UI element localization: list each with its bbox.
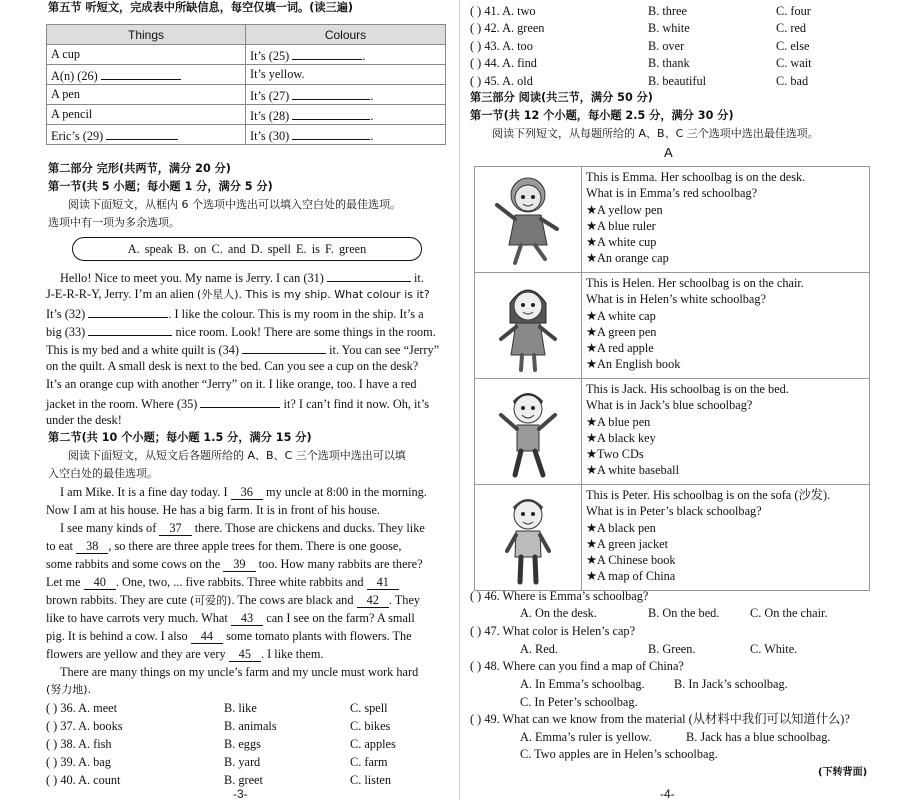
mcq-item[interactable]: ( ) 39. A. bag B. yard C. farm	[46, 755, 388, 769]
helen-girl-illustration	[475, 273, 581, 374]
cell-colour: It’s (30) .	[246, 125, 446, 145]
table-row	[47, 45, 446, 65]
kid-text-cell: This is Peter. His schoolbag is on the sofa (沙发). What is in Peter’s black schoolbag? ★A black pen ★A green jacket ★A Chinese book ★A map of China	[582, 485, 870, 591]
question-48[interactable]: ( ) 48. Where can you find a map of China?	[470, 659, 684, 673]
question-49[interactable]: ( ) 49. What can we know from the material (从材料中我们可以知道什么)?	[470, 712, 850, 726]
q47-options: A. Red. B. Green. C. White.	[520, 642, 798, 656]
section1-instruction-cont: 选项中有一项为多余选项。	[48, 216, 180, 229]
blank-42[interactable]: 42	[357, 593, 389, 608]
section1-instruction: 阅读下面短文，从框内 6 个选项中选出可以填入空白处的最佳选项。	[68, 198, 401, 211]
column-divider	[459, 0, 460, 800]
reading-row-helen	[475, 273, 870, 379]
blank-25[interactable]	[292, 46, 362, 60]
cell-colour: It’s (28) .	[246, 105, 446, 125]
section5-title: 第五节 听短文，完成表中所缺信息，每空仅填一词。(读三遍)	[48, 1, 353, 14]
q46-options: A. On the desk. B. On the bed. C. On the chair.	[520, 606, 828, 620]
section2-instruction-cont: 入空白处的最佳选项。	[48, 467, 158, 480]
cell-thing: A pencil	[47, 105, 246, 125]
kid-picture-cell	[475, 167, 582, 273]
mcq-item[interactable]: ( ) 38. A. fish B. eggs C. apples	[46, 737, 396, 751]
cell-colour: It’s (27) .	[246, 85, 446, 105]
cell-thing: A pen	[47, 85, 246, 105]
passage-label: A	[664, 145, 673, 160]
blank-36[interactable]: 36	[231, 485, 263, 500]
section2-instruction: 阅读下面短文，从短文后各题所给的 A、B、C 三个选项中选出可以填	[68, 449, 406, 462]
jack-boy-illustration	[475, 379, 581, 480]
q49-option-c: C. Two apples are in Helen’s schoolbag.	[520, 747, 718, 761]
cell-colour: It’s (25) .	[246, 45, 446, 65]
blank-43[interactable]: 43	[231, 611, 263, 626]
mcq-item[interactable]: ( ) 40. A. count B. greet C. listen	[46, 773, 391, 787]
blank-30[interactable]	[292, 126, 370, 140]
blank-44[interactable]: 44	[191, 629, 223, 644]
blank-34[interactable]	[242, 340, 326, 354]
th-things: Things	[47, 25, 246, 45]
reading-row-jack	[475, 379, 870, 485]
blank-32[interactable]	[88, 304, 168, 318]
blank-39[interactable]: 39	[223, 557, 255, 572]
part2-title: 第二部分 完形(共两节，满分 20 分)	[48, 162, 231, 175]
table-row	[47, 85, 446, 105]
q48-options: A. In Emma’s schoolbag. B. In Jack’s schoolbag.	[520, 677, 788, 691]
reading-row-peter	[475, 485, 870, 591]
blank-37[interactable]: 37	[159, 521, 191, 536]
q49-options: A. Emma’s ruler is yellow. B. Jack has a blue schoolbag.	[520, 730, 831, 744]
kid-picture-cell	[475, 379, 582, 485]
mcq-item[interactable]: ( ) 42. A. green B. white C. red	[470, 21, 807, 35]
kid-picture-cell	[475, 273, 582, 379]
mcq-item[interactable]: ( ) 36. A. meet B. like C. spell	[46, 701, 388, 715]
peter-boy-illustration	[475, 485, 581, 586]
mcq-item[interactable]: ( ) 43. A. too B. over C. else	[470, 39, 810, 53]
mcq-item[interactable]: ( ) 37. A. books B. animals C. bikes	[46, 719, 391, 733]
page-number-left: -3-	[233, 787, 248, 801]
blank-26[interactable]	[101, 66, 181, 80]
reading-table	[474, 166, 870, 591]
kid-text-cell: This is Helen. Her schoolbag is on the chair. What is in Helen’s white schoolbag? ★A white cap ★A green pen ★A red apple ★An English book	[582, 273, 870, 379]
page-number-right: -4-	[660, 787, 675, 801]
part3-section1-title: 第一节(共 12 个小题，每小题 2.5 分，满分 30 分)	[470, 109, 734, 122]
blank-31[interactable]	[327, 268, 411, 282]
question-46[interactable]: ( ) 46. Where is Emma’s schoolbag?	[470, 589, 649, 603]
kid-text-cell: This is Emma. Her schoolbag is on the desk. What is in Emma’s red schoolbag? ★A yellow pen ★A blue ruler ★A white cup ★An orange cap	[582, 167, 870, 273]
part3-instruction: 阅读下列短文，从每题所给的 A、B、C 三个选项中选出最佳选项。	[492, 127, 819, 140]
cell-thing: Eric’s (29)	[47, 125, 246, 145]
blank-45[interactable]: 45	[229, 647, 261, 662]
mcq-item[interactable]: ( ) 45. A. old B. beautiful C. bad	[470, 74, 809, 88]
table-row	[47, 65, 446, 85]
blank-41[interactable]: 41	[367, 575, 399, 590]
turn-over-note: (下转背面)	[818, 767, 868, 778]
things-colours-table	[46, 24, 446, 145]
table-row	[47, 125, 446, 145]
blank-29[interactable]	[106, 126, 178, 140]
kid-text-cell: This is Jack. His schoolbag is on the bed. What is in Jack’s blue schoolbag? ★A blue pen ★A black key ★Two CDs ★A white baseball	[582, 379, 870, 485]
blank-38[interactable]: 38	[76, 539, 108, 554]
blank-27[interactable]	[292, 86, 370, 100]
options-box: A. speak B. on C. and D. spell E. is F. green	[72, 237, 422, 261]
blank-35[interactable]	[200, 394, 280, 408]
kid-picture-cell	[475, 485, 582, 591]
mcq-item[interactable]: ( ) 44. A. find B. thank C. wait	[470, 56, 812, 70]
blank-33[interactable]	[88, 322, 172, 336]
part2-section2-title: 第二节(共 10 个小题；每小题 1.5 分，满分 15 分)	[48, 431, 312, 444]
table-row	[47, 105, 446, 125]
blank-40[interactable]: 40	[84, 575, 116, 590]
cell-thing: A cup	[47, 45, 246, 65]
mcq-item[interactable]: ( ) 41. A. two B. three C. four	[470, 4, 811, 18]
th-colours: Colours	[246, 25, 446, 45]
cell-thing: A(n) (26)	[47, 65, 246, 85]
part3-title: 第三部分 阅读(共三节，满分 50 分)	[470, 91, 653, 104]
emma-girl-illustration	[475, 167, 581, 268]
q48-option-c: C. In Peter’s schoolbag.	[520, 695, 638, 709]
blank-28[interactable]	[292, 106, 370, 120]
cell-colour: It’s yellow.	[246, 65, 446, 85]
reading-row-emma	[475, 167, 870, 273]
part2-section1-title: 第一节(共 5 小题；每小题 1 分，满分 5 分)	[48, 180, 273, 193]
question-47[interactable]: ( ) 47. What color is Helen’s cap?	[470, 624, 636, 638]
